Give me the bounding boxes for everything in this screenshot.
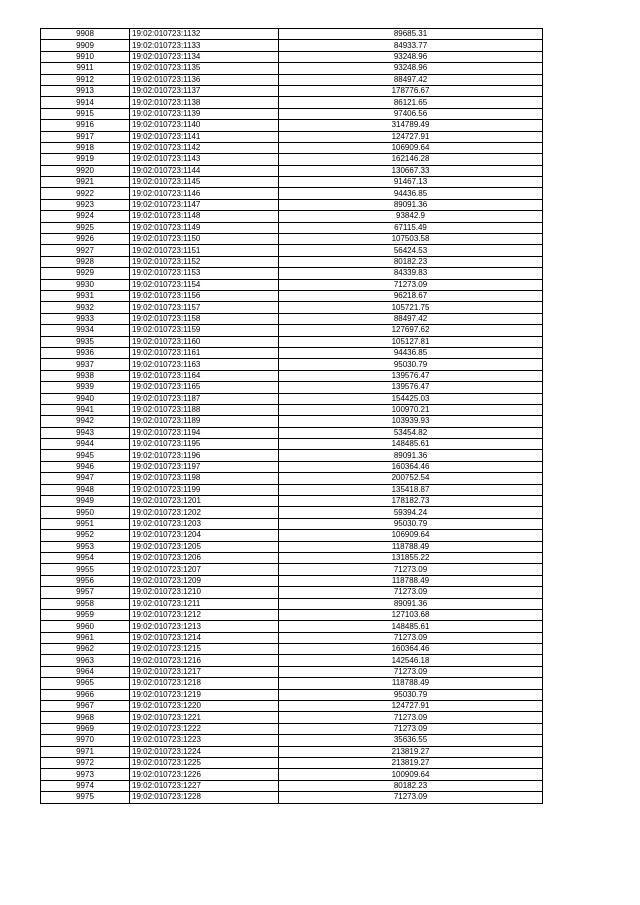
cadastral-number-cell: 19:02:010723:1153: [130, 268, 279, 279]
cadastral-number-cell: 19:02:010723:1228: [130, 792, 279, 803]
row-number-cell: 9944: [41, 439, 130, 450]
value-cell: 160364.46: [279, 461, 543, 472]
table-row: [41, 792, 543, 803]
value-cell: 71273.09: [279, 723, 543, 734]
table-row: [41, 609, 543, 620]
table-row: [41, 131, 543, 142]
cadastral-number-cell: 19:02:010723:1144: [130, 165, 279, 176]
cadastral-number-cell: 19:02:010723:1141: [130, 131, 279, 142]
table-row: [41, 769, 543, 780]
value-cell: 94436.85: [279, 347, 543, 358]
cadastral-number-cell: 19:02:010723:1142: [130, 142, 279, 153]
cadastral-number-cell: 19:02:010723:1157: [130, 302, 279, 313]
row-number-cell: 9960: [41, 621, 130, 632]
value-cell: 142546.18: [279, 655, 543, 666]
cadastral-number-cell: 19:02:010723:1225: [130, 758, 279, 769]
value-cell: 200752.54: [279, 473, 543, 484]
value-cell: 148485.61: [279, 439, 543, 450]
table-row: [41, 427, 543, 438]
row-number-cell: 9916: [41, 120, 130, 131]
value-cell: 89091.36: [279, 450, 543, 461]
value-cell: 148485.61: [279, 621, 543, 632]
row-number-cell: 9963: [41, 655, 130, 666]
row-number-cell: 9918: [41, 142, 130, 153]
table-row: [41, 496, 543, 507]
value-cell: 93248.96: [279, 51, 543, 62]
table-row: [41, 416, 543, 427]
row-number-cell: 9959: [41, 609, 130, 620]
value-cell: 94436.85: [279, 188, 543, 199]
cadastral-number-cell: 19:02:010723:1187: [130, 393, 279, 404]
value-cell: 178182.73: [279, 496, 543, 507]
row-number-cell: 9937: [41, 359, 130, 370]
value-cell: 88497.42: [279, 74, 543, 85]
cadastral-number-cell: 19:02:010723:1217: [130, 666, 279, 677]
cadastral-number-cell: 19:02:010723:1137: [130, 85, 279, 96]
row-number-cell: 9914: [41, 97, 130, 108]
cadastral-number-cell: 19:02:010723:1224: [130, 746, 279, 757]
row-number-cell: 9958: [41, 598, 130, 609]
cadastral-number-cell: 19:02:010723:1156: [130, 290, 279, 301]
value-cell: 127103.68: [279, 609, 543, 620]
value-cell: 178776.67: [279, 85, 543, 96]
table-row: [41, 678, 543, 689]
cadastral-number-cell: 19:02:010723:1150: [130, 234, 279, 245]
value-cell: 71273.09: [279, 279, 543, 290]
row-number-cell: 9929: [41, 268, 130, 279]
table-row: [41, 404, 543, 415]
value-cell: 100909.64: [279, 769, 543, 780]
cadastral-number-cell: 19:02:010723:1220: [130, 701, 279, 712]
table-row: [41, 530, 543, 541]
table-row: [41, 359, 543, 370]
cadastral-number-cell: 19:02:010723:1201: [130, 496, 279, 507]
row-number-cell: 9942: [41, 416, 130, 427]
row-number-cell: 9967: [41, 701, 130, 712]
cadastral-number-cell: 19:02:010723:1146: [130, 188, 279, 199]
table-row: [41, 211, 543, 222]
value-cell: 71273.09: [279, 632, 543, 643]
row-number-cell: 9964: [41, 666, 130, 677]
table-row: [41, 746, 543, 757]
document-table-container: [40, 28, 543, 804]
value-cell: 124727.91: [279, 131, 543, 142]
value-cell: 88497.42: [279, 313, 543, 324]
value-cell: 100970.21: [279, 404, 543, 415]
value-cell: 124727.91: [279, 701, 543, 712]
value-cell: 213819.27: [279, 746, 543, 757]
row-number-cell: 9928: [41, 256, 130, 267]
cadastral-number-cell: 19:02:010723:1164: [130, 370, 279, 381]
row-number-cell: 9920: [41, 165, 130, 176]
cadastral-number-cell: 19:02:010723:1161: [130, 347, 279, 358]
cadastral-number-cell: 19:02:010723:1207: [130, 564, 279, 575]
value-cell: 80182.23: [279, 256, 543, 267]
row-number-cell: 9965: [41, 678, 130, 689]
row-number-cell: 9934: [41, 325, 130, 336]
table-row: [41, 85, 543, 96]
value-cell: 93248.96: [279, 63, 543, 74]
table-row: [41, 177, 543, 188]
value-cell: 71273.09: [279, 792, 543, 803]
row-number-cell: 9917: [41, 131, 130, 142]
cadastral-number-cell: 19:02:010723:1189: [130, 416, 279, 427]
value-cell: 118788.49: [279, 541, 543, 552]
value-cell: 71273.09: [279, 564, 543, 575]
table-row: [41, 268, 543, 279]
row-number-cell: 9935: [41, 336, 130, 347]
row-number-cell: 9962: [41, 644, 130, 655]
table-row: [41, 587, 543, 598]
table-row: [41, 598, 543, 609]
table-row: [41, 701, 543, 712]
row-number-cell: 9939: [41, 382, 130, 393]
cadastral-number-cell: 19:02:010723:1226: [130, 769, 279, 780]
row-number-cell: 9949: [41, 496, 130, 507]
row-number-cell: 9926: [41, 234, 130, 245]
row-number-cell: 9909: [41, 40, 130, 51]
table-row: [41, 188, 543, 199]
row-number-cell: 9941: [41, 404, 130, 415]
row-number-cell: 9931: [41, 290, 130, 301]
value-cell: 95030.79: [279, 689, 543, 700]
value-cell: 160364.46: [279, 644, 543, 655]
table-row: [41, 245, 543, 256]
row-number-cell: 9924: [41, 211, 130, 222]
table-row: [41, 564, 543, 575]
value-cell: 89685.31: [279, 29, 543, 40]
table-row: [41, 393, 543, 404]
cadastral-number-cell: 19:02:010723:1132: [130, 29, 279, 40]
cadastral-number-cell: 19:02:010723:1160: [130, 336, 279, 347]
row-number-cell: 9925: [41, 222, 130, 233]
value-cell: 107503.58: [279, 234, 543, 245]
row-number-cell: 9923: [41, 199, 130, 210]
value-cell: 67115.49: [279, 222, 543, 233]
row-number-cell: 9975: [41, 792, 130, 803]
table-row: [41, 256, 543, 267]
row-number-cell: 9932: [41, 302, 130, 313]
table-row: [41, 74, 543, 85]
cadastral-number-cell: 19:02:010723:1204: [130, 530, 279, 541]
table-row: [41, 541, 543, 552]
cadastral-number-cell: 19:02:010723:1212: [130, 609, 279, 620]
row-number-cell: 9972: [41, 758, 130, 769]
row-number-cell: 9912: [41, 74, 130, 85]
cadastral-number-cell: 19:02:010723:1196: [130, 450, 279, 461]
value-cell: 139576.47: [279, 382, 543, 393]
row-number-cell: 9974: [41, 780, 130, 791]
table-row: [41, 518, 543, 529]
cadastral-number-cell: 19:02:010723:1149: [130, 222, 279, 233]
row-number-cell: 9950: [41, 507, 130, 518]
table-row: [41, 484, 543, 495]
table-row: [41, 655, 543, 666]
value-cell: 106909.64: [279, 530, 543, 541]
value-cell: 162146.28: [279, 154, 543, 165]
row-number-cell: 9943: [41, 427, 130, 438]
table-row: [41, 689, 543, 700]
cadastral-number-cell: 19:02:010723:1198: [130, 473, 279, 484]
value-cell: 135418.87: [279, 484, 543, 495]
table-row: [41, 199, 543, 210]
row-number-cell: 9952: [41, 530, 130, 541]
value-cell: 139576.47: [279, 370, 543, 381]
value-cell: 96218.67: [279, 290, 543, 301]
cadastral-number-cell: 19:02:010723:1136: [130, 74, 279, 85]
row-number-cell: 9927: [41, 245, 130, 256]
cadastral-number-cell: 19:02:010723:1211: [130, 598, 279, 609]
value-cell: 130667.33: [279, 165, 543, 176]
row-number-cell: 9915: [41, 108, 130, 119]
row-number-cell: 9966: [41, 689, 130, 700]
table-row: [41, 63, 543, 74]
table-row: [41, 370, 543, 381]
cadastral-number-cell: 19:02:010723:1218: [130, 678, 279, 689]
row-number-cell: 9947: [41, 473, 130, 484]
cadastral-number-cell: 19:02:010723:1134: [130, 51, 279, 62]
row-number-cell: 9954: [41, 552, 130, 563]
cadastral-number-cell: 19:02:010723:1203: [130, 518, 279, 529]
value-cell: 105721.75: [279, 302, 543, 313]
cadastral-number-cell: 19:02:010723:1159: [130, 325, 279, 336]
table-row: [41, 142, 543, 153]
value-cell: 95030.79: [279, 518, 543, 529]
value-cell: 71273.09: [279, 666, 543, 677]
cadastral-number-cell: 19:02:010723:1197: [130, 461, 279, 472]
cadastral-number-cell: 19:02:010723:1221: [130, 712, 279, 723]
table-row: [41, 165, 543, 176]
table-row: [41, 712, 543, 723]
cadastral-number-cell: 19:02:010723:1140: [130, 120, 279, 131]
row-number-cell: 9946: [41, 461, 130, 472]
row-number-cell: 9970: [41, 735, 130, 746]
cadastral-number-cell: 19:02:010723:1139: [130, 108, 279, 119]
value-cell: 105127.81: [279, 336, 543, 347]
table-row: [41, 336, 543, 347]
cadastral-number-cell: 19:02:010723:1216: [130, 655, 279, 666]
row-number-cell: 9968: [41, 712, 130, 723]
cadastral-number-cell: 19:02:010723:1188: [130, 404, 279, 415]
cadastral-number-cell: 19:02:010723:1133: [130, 40, 279, 51]
value-cell: 97406.56: [279, 108, 543, 119]
value-cell: 118788.49: [279, 678, 543, 689]
row-number-cell: 9936: [41, 347, 130, 358]
cadastral-number-cell: 19:02:010723:1163: [130, 359, 279, 370]
cadastral-number-cell: 19:02:010723:1154: [130, 279, 279, 290]
table-row: [41, 313, 543, 324]
cadastral-number-cell: 19:02:010723:1165: [130, 382, 279, 393]
table-row: [41, 450, 543, 461]
cadastral-number-cell: 19:02:010723:1152: [130, 256, 279, 267]
cadastral-number-cell: 19:02:010723:1158: [130, 313, 279, 324]
row-number-cell: 9953: [41, 541, 130, 552]
row-number-cell: 9948: [41, 484, 130, 495]
row-number-cell: 9921: [41, 177, 130, 188]
table-row: [41, 644, 543, 655]
cadastral-number-cell: 19:02:010723:1135: [130, 63, 279, 74]
row-number-cell: 9951: [41, 518, 130, 529]
value-cell: 127697.62: [279, 325, 543, 336]
cadastral-number-cell: 19:02:010723:1199: [130, 484, 279, 495]
row-number-cell: 9940: [41, 393, 130, 404]
cadastral-number-cell: 19:02:010723:1205: [130, 541, 279, 552]
cadastral-number-cell: 19:02:010723:1219: [130, 689, 279, 700]
row-number-cell: 9961: [41, 632, 130, 643]
table-row: [41, 382, 543, 393]
table-row: [41, 302, 543, 313]
table-row: [41, 507, 543, 518]
table-row: [41, 575, 543, 586]
table-row: [41, 120, 543, 131]
table-row: [41, 439, 543, 450]
cadastral-number-cell: 19:02:010723:1194: [130, 427, 279, 438]
table-row: [41, 40, 543, 51]
cadastral-number-cell: 19:02:010723:1145: [130, 177, 279, 188]
row-number-cell: 9911: [41, 63, 130, 74]
row-number-cell: 9969: [41, 723, 130, 734]
table-row: [41, 552, 543, 563]
table-row: [41, 461, 543, 472]
value-cell: 131855.22: [279, 552, 543, 563]
value-cell: 154425.03: [279, 393, 543, 404]
table-row: [41, 222, 543, 233]
value-cell: 103939.93: [279, 416, 543, 427]
value-cell: 106909.64: [279, 142, 543, 153]
row-number-cell: 9971: [41, 746, 130, 757]
value-cell: 213819.27: [279, 758, 543, 769]
value-cell: 84339.83: [279, 268, 543, 279]
table-row: [41, 97, 543, 108]
value-cell: 91467.13: [279, 177, 543, 188]
table-row: [41, 108, 543, 119]
table-row: [41, 51, 543, 62]
value-cell: 71273.09: [279, 587, 543, 598]
cadastral-value-table: [40, 28, 543, 804]
cadastral-number-cell: 19:02:010723:1215: [130, 644, 279, 655]
table-row: [41, 154, 543, 165]
value-cell: 56424.53: [279, 245, 543, 256]
value-cell: 95030.79: [279, 359, 543, 370]
table-row: [41, 780, 543, 791]
value-cell: 35636.55: [279, 735, 543, 746]
table-row: [41, 621, 543, 632]
table-body: [41, 29, 543, 804]
cadastral-number-cell: 19:02:010723:1223: [130, 735, 279, 746]
value-cell: 118788.49: [279, 575, 543, 586]
cadastral-number-cell: 19:02:010723:1227: [130, 780, 279, 791]
cadastral-number-cell: 19:02:010723:1210: [130, 587, 279, 598]
value-cell: 59394.24: [279, 507, 543, 518]
row-number-cell: 9938: [41, 370, 130, 381]
table-row: [41, 632, 543, 643]
table-row: [41, 723, 543, 734]
table-row: [41, 666, 543, 677]
value-cell: 86121.65: [279, 97, 543, 108]
row-number-cell: 9913: [41, 85, 130, 96]
value-cell: 80182.23: [279, 780, 543, 791]
cadastral-number-cell: 19:02:010723:1202: [130, 507, 279, 518]
cadastral-number-cell: 19:02:010723:1138: [130, 97, 279, 108]
cadastral-number-cell: 19:02:010723:1195: [130, 439, 279, 450]
value-cell: 53454.82: [279, 427, 543, 438]
row-number-cell: 9957: [41, 587, 130, 598]
cadastral-number-cell: 19:02:010723:1213: [130, 621, 279, 632]
value-cell: 84933.77: [279, 40, 543, 51]
cadastral-number-cell: 19:02:010723:1214: [130, 632, 279, 643]
row-number-cell: 9910: [41, 51, 130, 62]
table-row: [41, 290, 543, 301]
value-cell: 89091.36: [279, 199, 543, 210]
cadastral-number-cell: 19:02:010723:1143: [130, 154, 279, 165]
table-row: [41, 325, 543, 336]
value-cell: 314789.49: [279, 120, 543, 131]
table-row: [41, 758, 543, 769]
cadastral-number-cell: 19:02:010723:1148: [130, 211, 279, 222]
cadastral-number-cell: 19:02:010723:1209: [130, 575, 279, 586]
row-number-cell: 9973: [41, 769, 130, 780]
table-row: [41, 735, 543, 746]
value-cell: 71273.09: [279, 712, 543, 723]
row-number-cell: 9945: [41, 450, 130, 461]
table-row: [41, 347, 543, 358]
cadastral-number-cell: 19:02:010723:1206: [130, 552, 279, 563]
row-number-cell: 9919: [41, 154, 130, 165]
table-row: [41, 29, 543, 40]
value-cell: 93842.9: [279, 211, 543, 222]
row-number-cell: 9922: [41, 188, 130, 199]
table-row: [41, 234, 543, 245]
row-number-cell: 9956: [41, 575, 130, 586]
row-number-cell: 9908: [41, 29, 130, 40]
value-cell: 89091.36: [279, 598, 543, 609]
cadastral-number-cell: 19:02:010723:1151: [130, 245, 279, 256]
cadastral-number-cell: 19:02:010723:1147: [130, 199, 279, 210]
table-row: [41, 473, 543, 484]
cadastral-number-cell: 19:02:010723:1222: [130, 723, 279, 734]
row-number-cell: 9955: [41, 564, 130, 575]
row-number-cell: 9930: [41, 279, 130, 290]
row-number-cell: 9933: [41, 313, 130, 324]
table-row: [41, 279, 543, 290]
